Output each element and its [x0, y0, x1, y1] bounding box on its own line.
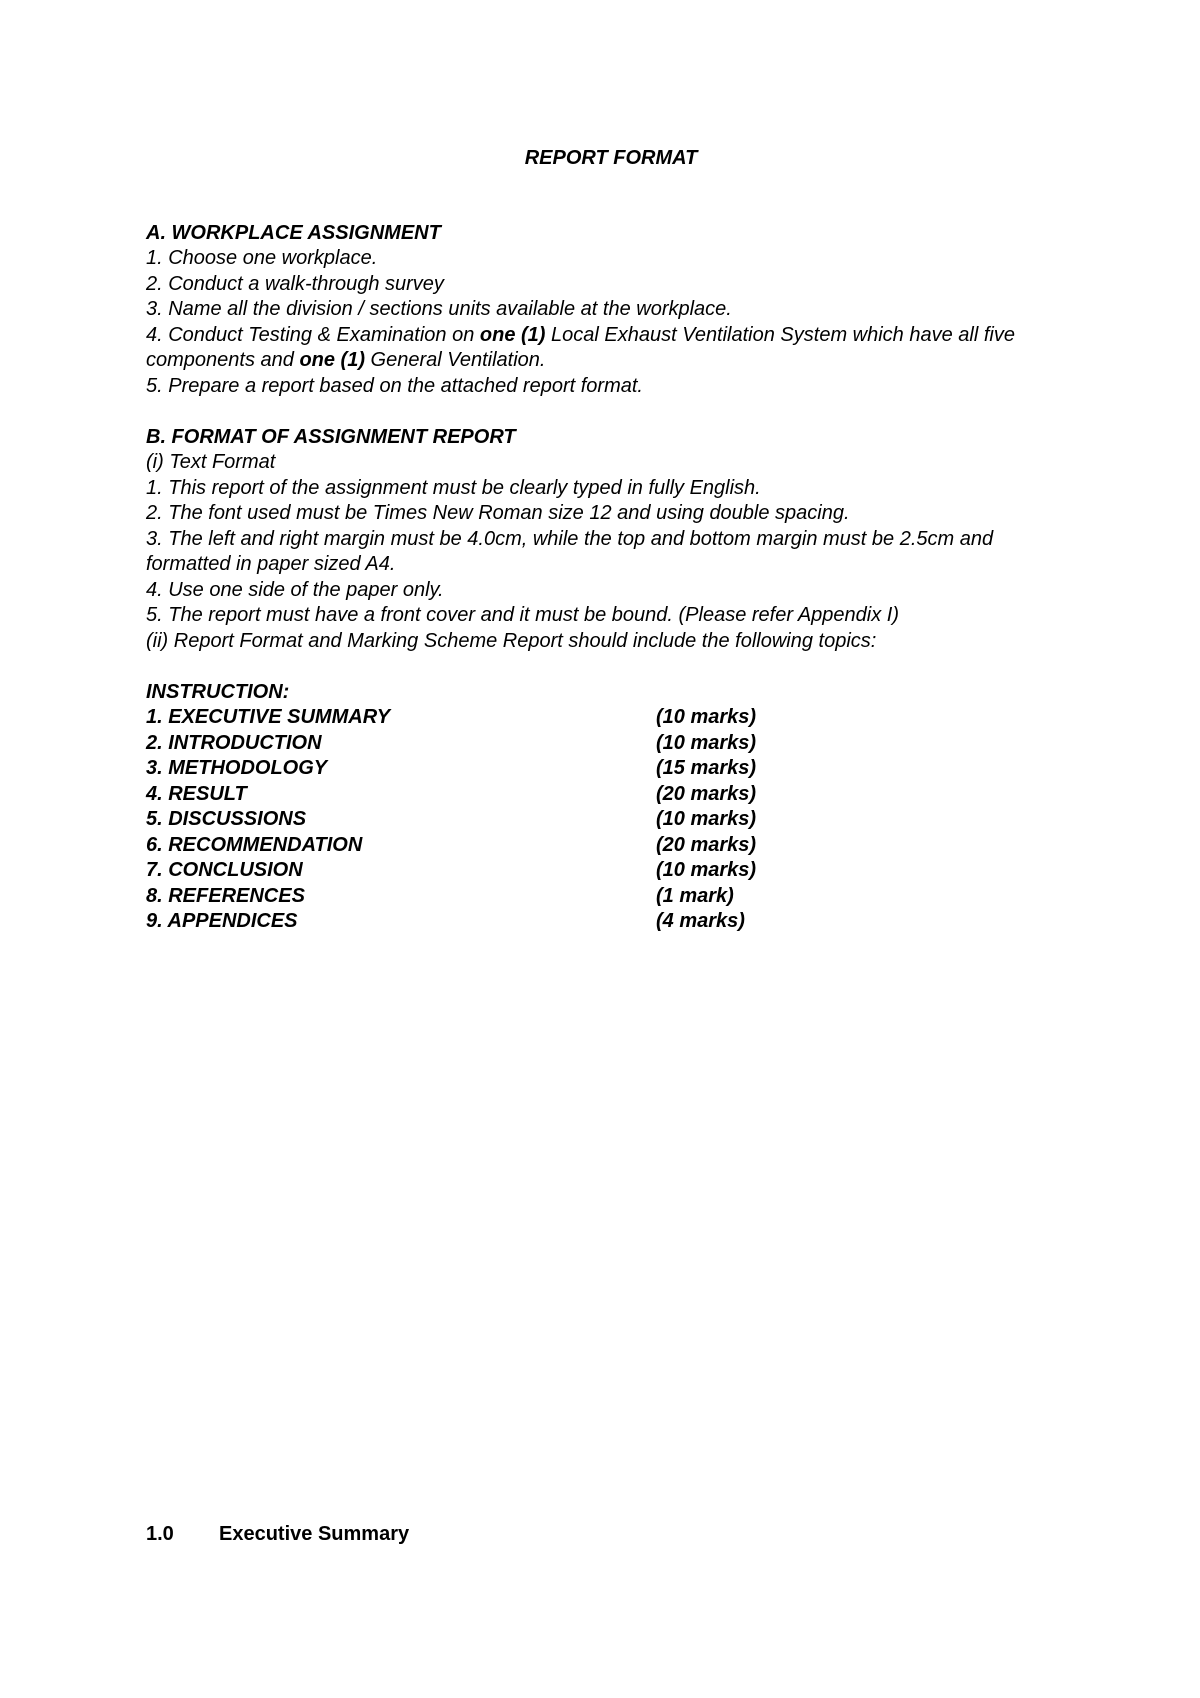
- marks-value: (20 marks): [656, 833, 757, 856]
- spacer: [146, 654, 1066, 680]
- section-b-item-6: (ii) Report Format and Marking Scheme Report should include the following topics:: [146, 629, 877, 652]
- marks-row: [146, 731, 1066, 757]
- executive-summary-heading: [146, 1523, 409, 1546]
- marks-row: [146, 909, 1066, 935]
- section-a-item-5: 5. Prepare a report based on the attached report format.: [146, 374, 643, 397]
- document-body: [146, 146, 1066, 935]
- section-a-item-4: [146, 323, 1066, 374]
- marks-row: [146, 782, 1066, 808]
- section-a-item-1: 1. Choose one workplace.: [146, 247, 378, 269]
- section-a-item-4-bold-2: one (1): [299, 349, 365, 371]
- marks-topic: 3. METHODOLOGY: [146, 757, 328, 779]
- marks-value: (20 marks): [656, 782, 757, 805]
- marks-topic: 2. INTRODUCTION: [146, 731, 322, 754]
- marks-topic: 6. RECOMMENDATION: [146, 833, 363, 856]
- marks-value: (15 marks): [656, 757, 757, 779]
- section-a-item-3: 3. Name all the division / sections units available at the workplace.: [146, 298, 732, 320]
- marks-row: [146, 807, 1066, 833]
- marks-value: (10 marks): [656, 731, 757, 754]
- section-b-item-3: 3. The left and right margin must be 4.0cm, while the top and bottom margin must be 2.5cm and formatted in paper sized A4.: [146, 527, 994, 575]
- marks-value: (10 marks): [656, 859, 757, 881]
- section-a-item-4-text-1: 4. Conduct Testing & Examination on: [146, 323, 480, 346]
- spacer: [146, 399, 1066, 425]
- marks-topic: 4. RESULT: [146, 782, 247, 805]
- section-number: 1.0: [146, 1523, 174, 1545]
- marks-topic: 8. REFERENCES: [146, 884, 305, 907]
- marks-topic: 5. DISCUSSIONS: [146, 808, 307, 830]
- instruction-heading: INSTRUCTION:: [146, 680, 290, 703]
- section-a-item-4-text-2: Local Exhaust Ventilation System which have all five components and: [146, 323, 1015, 371]
- section-b-item-5: 5. The report must have a front cover and it must be bound. (Please refer Appendix I): [146, 604, 899, 626]
- section-b-item-4: 4. Use one side of the paper only.: [146, 578, 444, 601]
- marks-row: [146, 705, 1066, 731]
- marks-row: [146, 884, 1066, 910]
- marks-topic: 7. CONCLUSION: [146, 859, 303, 881]
- marks-row: [146, 833, 1066, 859]
- section-a-heading: A. WORKPLACE ASSIGNMENT: [146, 221, 441, 244]
- marks-topic: 9. APPENDICES: [146, 910, 298, 932]
- marks-topic: 1. EXECUTIVE SUMMARY: [146, 706, 391, 728]
- section-b-subheading: (i) Text Format: [146, 451, 276, 473]
- marks-value: (4 marks): [656, 910, 745, 932]
- section-b-item-1: 1. This report of the assignment must be clearly typed in fully English.: [146, 476, 761, 499]
- marks-row: [146, 756, 1066, 782]
- marks-value: (10 marks): [656, 706, 757, 728]
- section-label: Executive Summary: [219, 1523, 410, 1545]
- marks-row: [146, 858, 1066, 884]
- section-b-heading: B. FORMAT OF ASSIGNMENT REPORT: [146, 425, 516, 448]
- section-a-item-4-text-3: General Ventilation.: [365, 349, 546, 371]
- section-b-item-2: 2. The font used must be Times New Roman size 12 and using double spacing.: [146, 502, 850, 524]
- marks-value: (10 marks): [656, 808, 757, 830]
- section-a-item-2: 2. Conduct a walk-through survey: [146, 272, 444, 295]
- marks-value: (1 mark): [656, 884, 734, 907]
- page-title: REPORT FORMAT: [524, 147, 698, 169]
- section-a-item-4-bold-1: one (1): [479, 323, 546, 346]
